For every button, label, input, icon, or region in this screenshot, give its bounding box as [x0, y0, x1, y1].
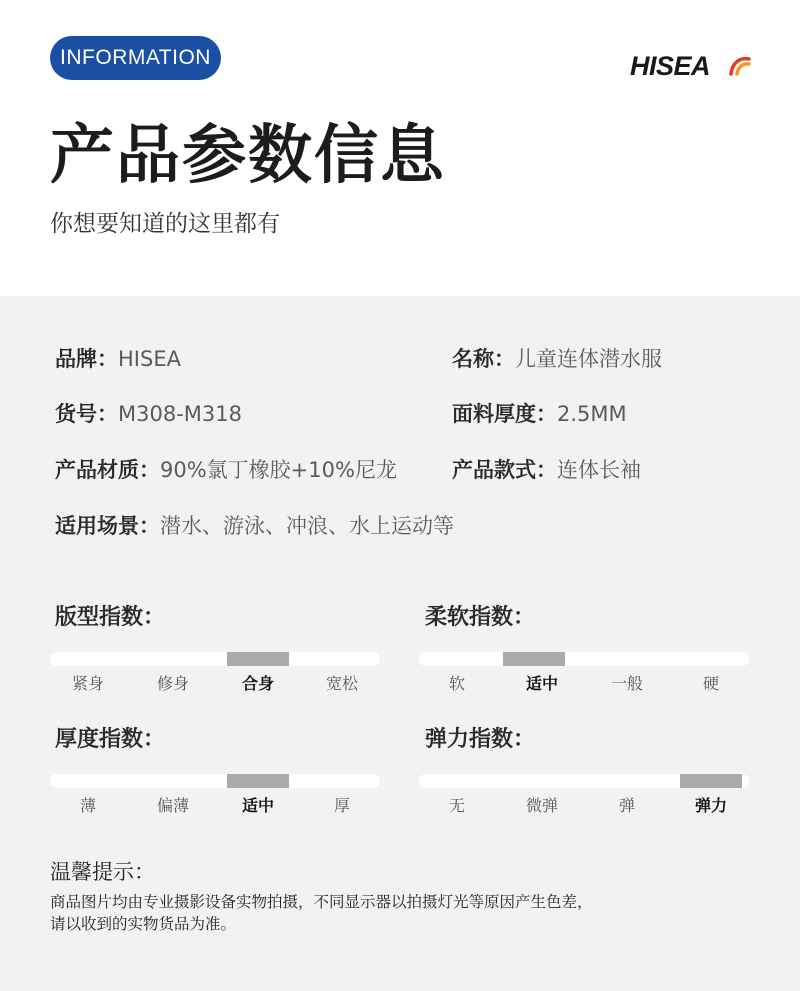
- fit-index-title: 版型指数：: [55, 605, 166, 630]
- spec-key: 产品材质：: [55, 458, 160, 482]
- spec-fabric-thickness: [452, 399, 627, 429]
- elasticity-index-label: 微弹: [525, 796, 558, 815]
- softness-index-label: 软: [448, 674, 465, 693]
- spec-key: 名称：: [452, 347, 515, 371]
- softness-index-label: 硬: [702, 674, 719, 693]
- information-badge: INFORMATION: [50, 36, 221, 80]
- spec-key: 货号：: [55, 402, 118, 426]
- spec-value: HISEA: [118, 347, 181, 371]
- spec-value: 儿童连体潜水服: [515, 347, 662, 371]
- elasticity-index-label: 弹: [618, 796, 635, 815]
- spec-value: M308-M318: [118, 402, 242, 426]
- brand-logo: [630, 50, 752, 82]
- softness-index-label: 一般: [610, 674, 643, 693]
- elasticity-index-track: [419, 774, 749, 788]
- softness-index-title: 柔软指数：: [425, 605, 536, 630]
- tips-text: [50, 891, 750, 935]
- thickness-index-label: 厚: [333, 796, 350, 815]
- fit-index-label: 宽松: [325, 674, 358, 693]
- spec-material: [55, 455, 397, 485]
- fit-index-track: [50, 652, 380, 666]
- fit-index-indicator: [227, 652, 289, 666]
- fit-index-label: 修身: [156, 674, 189, 693]
- tips-title: 温馨提示：: [50, 860, 155, 884]
- spec-value: 2.5MM: [557, 402, 627, 426]
- header-section: [0, 0, 800, 296]
- softness-index-track: [419, 652, 749, 666]
- spec-value: 连体长袖: [557, 458, 641, 482]
- elasticity-index-label: 弹力: [694, 796, 727, 815]
- spec-name: [452, 344, 662, 374]
- page-subtitle: 你想要知道的这里都有: [50, 211, 280, 237]
- fit-index-label: 合身: [241, 674, 274, 693]
- page-title: 产品参数信息: [50, 119, 446, 193]
- logo-wordmark: HISEA: [630, 51, 711, 81]
- spec-value: 90%氯丁橡胶+10%尼龙: [160, 458, 397, 482]
- spec-key: 适用场景：: [55, 514, 160, 538]
- tips-line: 请以收到的实物货品为准。: [50, 915, 237, 933]
- spec-brand: [55, 344, 181, 374]
- thickness-index-label: 适中: [241, 796, 274, 815]
- thickness-index-label: 偏薄: [156, 796, 189, 815]
- spec-usage: [55, 511, 454, 541]
- tips-line: 商品图片均由专业摄影设备实物拍摄，不同显示器以拍摄灯光等原因产生色差，: [50, 893, 593, 911]
- spec-key: 产品款式：: [452, 458, 557, 482]
- thickness-index-label: 薄: [79, 796, 96, 815]
- spec-item-number: [55, 399, 242, 429]
- elasticity-index-indicator: [680, 774, 742, 788]
- thickness-index-indicator: [227, 774, 289, 788]
- fit-index-label: 紧身: [71, 674, 104, 693]
- logo-swoosh-icon: [728, 54, 752, 78]
- spec-style: [452, 455, 641, 485]
- elasticity-index-label: 无: [448, 796, 465, 815]
- elasticity-index-title: 弹力指数：: [425, 727, 536, 752]
- thickness-index-title: 厚度指数：: [55, 727, 166, 752]
- thickness-index-track: [50, 774, 380, 788]
- spec-key: 面料厚度：: [452, 402, 557, 426]
- spec-value: 潜水、游泳、冲浪、水上运动等: [160, 514, 454, 538]
- spec-key: 品牌：: [55, 347, 118, 371]
- softness-index-label: 适中: [525, 674, 558, 693]
- softness-index-indicator: [503, 652, 565, 666]
